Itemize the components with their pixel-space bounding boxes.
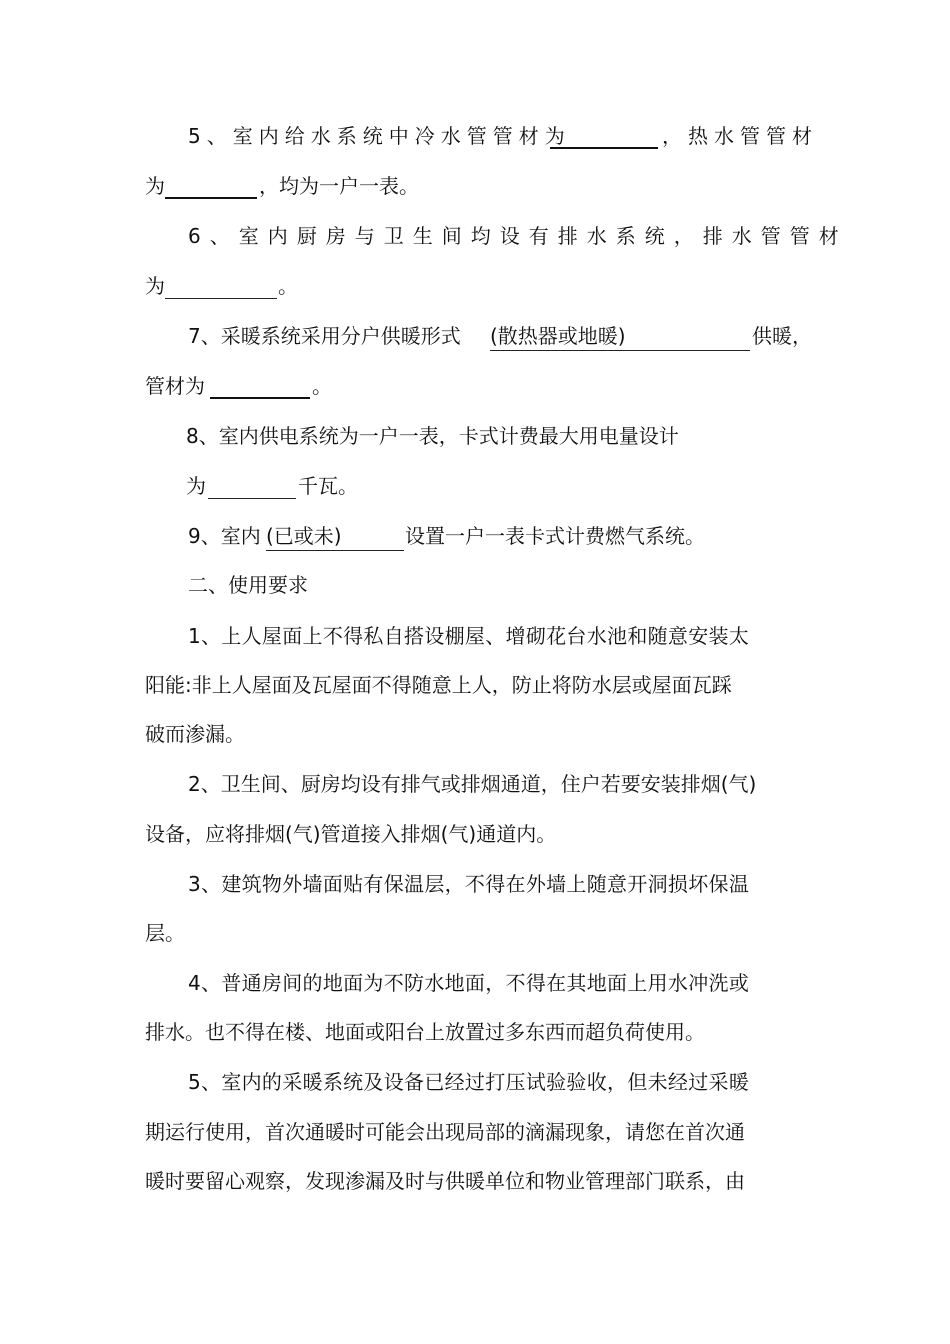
text: 千瓦。 <box>298 474 358 498</box>
text: 4、普通房间的地面为不防水地面，不得在其地面上用水冲洗或 <box>188 971 750 995</box>
clause-8-power-line <box>0 419 950 453</box>
text: 。 <box>278 274 298 298</box>
text: 排水。也不得在楼、地面或阳台上放置过多东西而超负荷使用。 <box>145 1020 705 1044</box>
text: 2、卫生间、厨房均设有排气或排烟通道，住户若要安装排烟(气) <box>188 772 757 796</box>
fill-blank-heating-pipe[interactable] <box>210 369 310 399</box>
text: ，热水管管材 <box>662 124 818 148</box>
paragraph-line <box>0 1164 950 1198</box>
section-heading-usage <box>0 568 950 602</box>
text: ，均为一户一表。 <box>259 174 419 198</box>
clause-5-water-line-2 <box>0 169 950 203</box>
fill-blank-hot-pipe[interactable] <box>165 169 257 199</box>
text: 供暖， <box>752 324 812 348</box>
text: 6、室内厨房与卫生间均设有排水系统，排水管管材 <box>188 224 848 248</box>
clause-8-power-line-2 <box>0 469 950 503</box>
paragraph-line <box>0 717 950 751</box>
text: 阳能:非上人屋面及瓦屋面不得随意上人，防止将防水层或屋面瓦踩 <box>145 673 732 697</box>
fill-blank-drain-pipe[interactable] <box>165 269 277 299</box>
text: 。 <box>312 374 332 398</box>
text: 为 <box>145 174 165 198</box>
clause-5-water-line <box>0 119 950 153</box>
text: 暖时要留心观察，发现渗漏及时与供暖单位和物业管理部门联系，由 <box>145 1169 745 1193</box>
text: 7、采暖系统采用分户供暖形式 <box>188 324 461 348</box>
paragraph-line <box>0 916 950 950</box>
text: 破而渗漏。 <box>145 722 245 746</box>
clause-9-gas-line <box>0 519 950 553</box>
text: 设备，应将排烟(气)管道接入排烟(气)通道内。 <box>145 822 557 846</box>
paragraph-line <box>0 668 950 702</box>
clause-7-heating-line <box>0 319 950 353</box>
text: 层。 <box>145 921 185 945</box>
text: 9、室内 <box>188 524 261 548</box>
text: 1、上人屋面上不得私自搭设棚屋、增砌花台水池和随意安装太 <box>188 624 750 648</box>
text: (已或未) <box>266 524 342 548</box>
fill-blank-cold-pipe[interactable] <box>550 119 658 149</box>
paragraph-line <box>0 1115 950 1149</box>
text: 3、建筑物外墙面贴有保温层，不得在外墙上随意开洞损坏保温 <box>188 872 750 896</box>
text: (散热器或地暖) <box>490 324 626 348</box>
text: 为 <box>186 474 206 498</box>
fill-blank-power[interactable] <box>208 469 296 499</box>
paragraph-line <box>0 1015 950 1049</box>
paragraph-line <box>0 966 950 1000</box>
text: 期运行使用，首次通暖时可能会出现局部的滴漏现象，请您在首次通 <box>145 1120 745 1144</box>
text: 二、使用要求 <box>188 573 308 597</box>
text: 为 <box>145 274 165 298</box>
paragraph-line <box>0 867 950 901</box>
paragraph-line <box>0 767 950 801</box>
text: 5、室内的采暖系统及设备已经过打压试验验收，但未经过采暖 <box>188 1070 750 1094</box>
text: 管材为 <box>145 374 205 398</box>
paragraph-line <box>0 1065 950 1099</box>
text: 8、室内供电系统为一户一表，卡式计费最大用电量设计 <box>186 424 679 448</box>
paragraph-line <box>0 817 950 851</box>
clause-6-drain-line <box>0 219 950 253</box>
clause-7-heating-line-2 <box>0 369 950 403</box>
text: 5、室内给水系统中冷水管管材为 <box>188 124 571 148</box>
clause-6-drain-line-2 <box>0 269 950 303</box>
paragraph-line <box>0 619 950 653</box>
text: 设置一户一表卡式计费燃气系统。 <box>405 524 705 548</box>
